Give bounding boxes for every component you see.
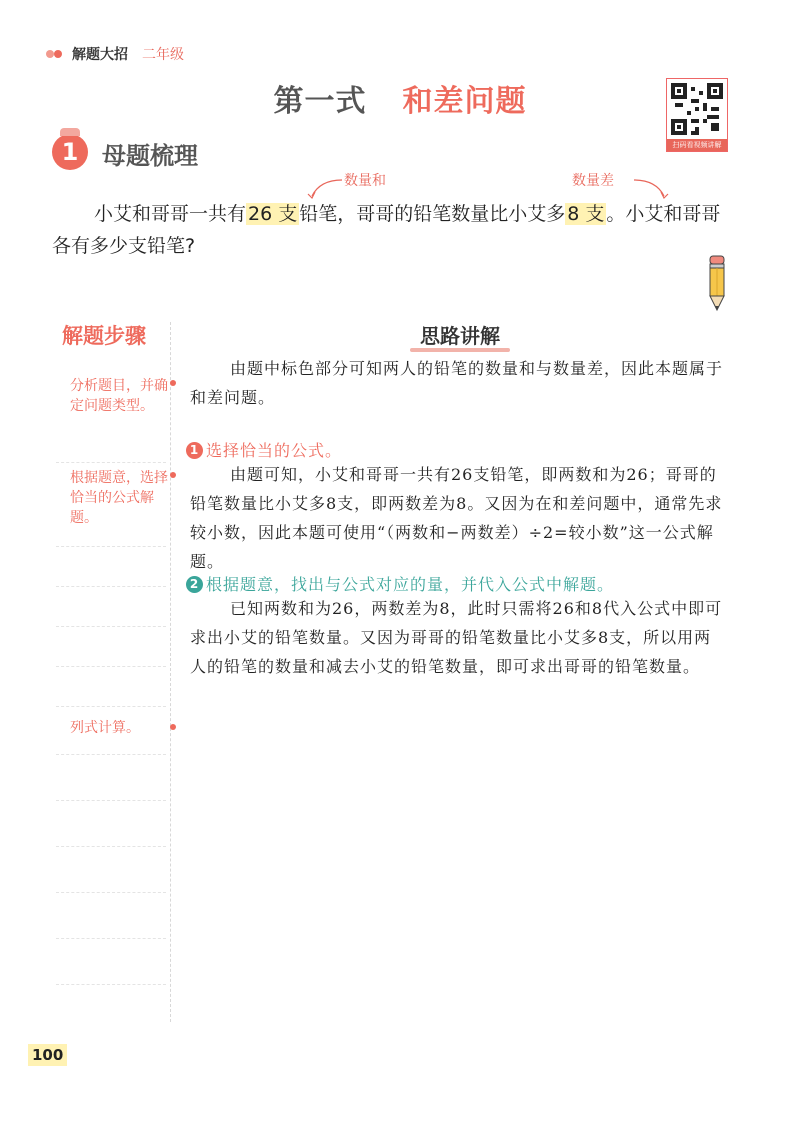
decor-dots-icon (46, 49, 64, 59)
divider (56, 800, 166, 801)
highlight-sum: 26 支 (248, 203, 298, 225)
divider (56, 892, 166, 893)
sub-step-1-text: 由题可知，小艾和哥哥一共有26支铅笔，即两数和为26；哥哥的铅笔数量比小艾多8支，即两数差为8。又因为在和差问题中，通常先求较小数，因此本题可使用“（两数和−两数差）÷2=较小数”这一公式解题。 (190, 465, 723, 571)
step-item: 列式计算。 (70, 720, 140, 736)
divider (56, 546, 166, 547)
running-header (46, 44, 184, 64)
step-item: 根据题意，选择恰当的公式解题。 (70, 470, 168, 526)
divider (56, 846, 166, 847)
step-bullet-icon (170, 724, 176, 730)
divider-line (170, 322, 171, 1022)
grade-label: 二年级 (142, 47, 184, 63)
steps-title: 解题步骤 (62, 324, 146, 348)
step-bullet-icon (170, 380, 176, 386)
arrow-sum-icon (306, 176, 348, 200)
arrow-difference-icon (630, 176, 670, 200)
sub-step-2-title: 根据题意，找出与公式对应的量，并代入公式中解题。 (206, 575, 615, 594)
solution-title: 思路讲解 (420, 324, 500, 348)
title-underline (410, 348, 510, 352)
page-number: 100 (28, 1044, 67, 1066)
step-number-1: 1 (186, 442, 203, 459)
divider (56, 462, 166, 463)
divider (56, 626, 166, 627)
annotation-difference: 数量差 (572, 173, 614, 189)
divider (56, 586, 166, 587)
section-title: 母题梳理 (102, 142, 198, 170)
section-number-badge: 1 (52, 134, 88, 170)
annotation-sum: 数量和 (344, 173, 386, 189)
divider (56, 938, 166, 939)
solution-intro: 由题中标色部分可知两人的铅笔的数量和与数量差，因此本题属于和差问题。 (190, 359, 724, 407)
sub-step-2-text: 已知两数和为26，两数差为8，此时只需将26和8代入公式中即可求出小艾的铅笔数量。又因为哥哥的铅笔数量比小艾多8支，所以用两人的铅笔的数量和减去小艾的铅笔数量，即可求出哥哥的铅笔数量。 (190, 599, 723, 676)
title-part1: 第一式 (273, 84, 367, 119)
divider (56, 754, 166, 755)
qr-caption: 扫码看视频讲解 (667, 139, 727, 151)
step-number-2: 2 (186, 576, 203, 593)
title-part2: 和差问题 (402, 84, 527, 119)
sub-step-1-title: 选择恰当的公式。 (206, 441, 343, 460)
problem-text: 小艾和哥哥一共有 26 支 铅笔，哥哥的铅笔数量比小艾多 8 支 。小艾和哥哥各有多少支铅笔? (52, 203, 721, 257)
qr-code-icon (671, 83, 723, 135)
step-item: 分析题目，并确定问题类型。 (70, 378, 168, 414)
highlight-difference: 8 支 (567, 203, 605, 225)
divider (56, 984, 166, 985)
book-title: 解题大招 (72, 47, 128, 63)
divider (56, 666, 166, 667)
step-bullet-icon (170, 472, 176, 478)
pencil-icon (706, 254, 728, 312)
divider (56, 706, 166, 707)
qr-code[interactable] (666, 78, 728, 152)
